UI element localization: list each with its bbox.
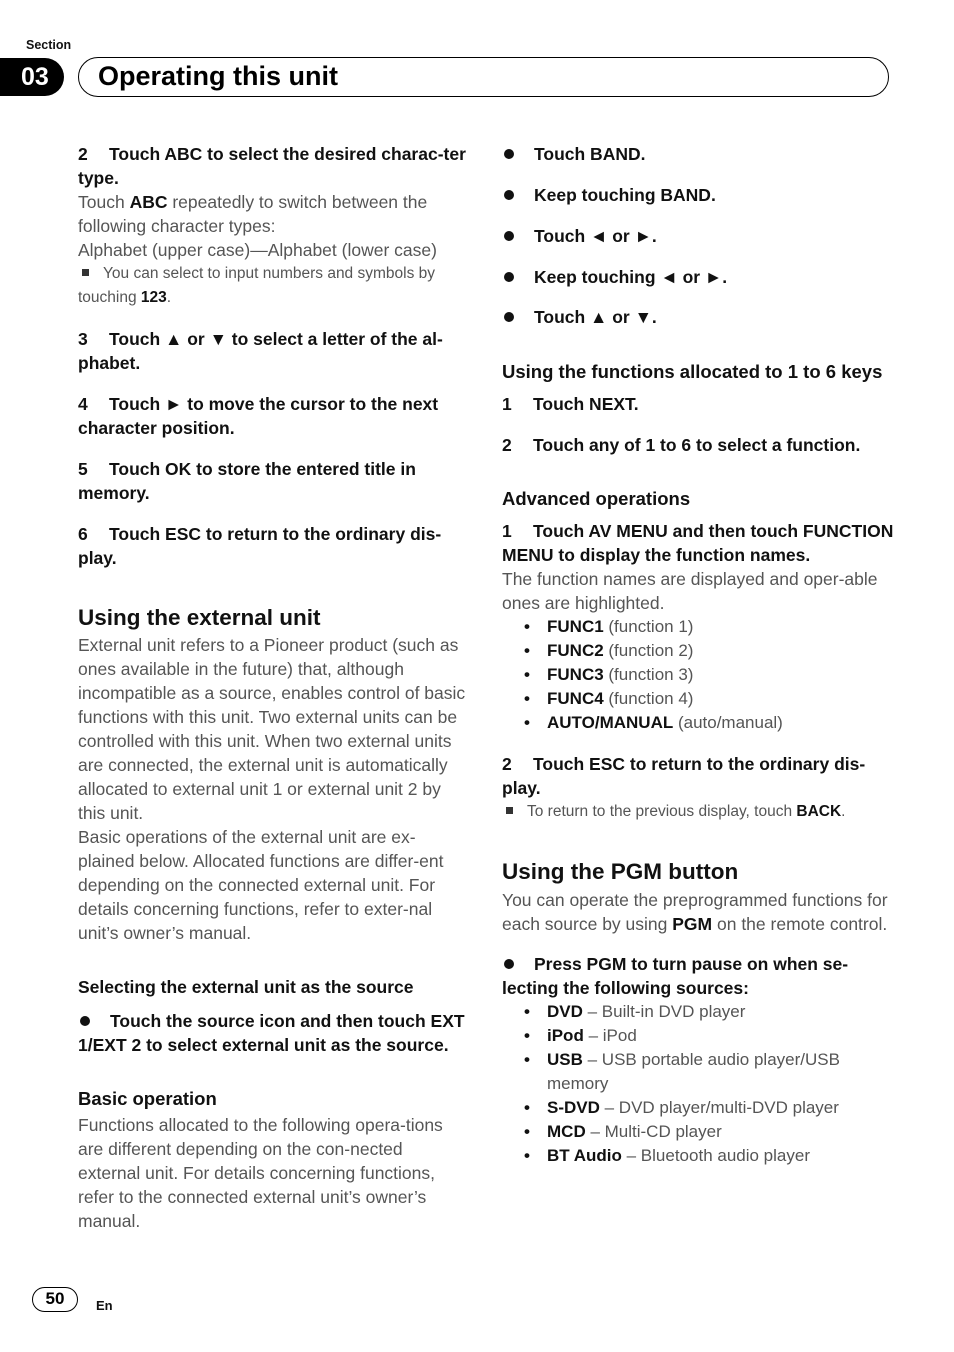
step-5: 5 Touch OK to store the entered title in memory. [78, 459, 416, 503]
note-square-icon [506, 807, 513, 814]
basic-bullet: Touch ▲ or ▼. [502, 305, 894, 329]
basic-operation-paragraph: Functions allocated to the following opera-tions are different depending on the con-nected external unit. For details concerning functions, refer to the connected external unit’s owner’s manual. [78, 1115, 443, 1231]
list-item: • FUNC1 (function 1) [524, 615, 894, 639]
page-number: 50 [32, 1287, 78, 1312]
external-unit-paragraph-1: External unit refers to a Pioneer product (such as ones available in the future) that, although incompatible as a source, enables control of basic functions with this unit. Two external units can be controlled with this unit. When two external units are connected, the external unit is automatically allocated to external unit 1 or external unit 2 by this unit. [78, 635, 466, 823]
list-item: • BT Audio – Bluetooth audio player [524, 1144, 894, 1168]
list-item: • AUTO/MANUAL (auto/manual) [524, 711, 894, 735]
source-list [524, 1000, 894, 1168]
advanced-step-1: 1 Touch AV MENU and then touch FUNCTION MENU to display the function names. [502, 521, 894, 565]
select-source-step: Touch the source icon and then touch EXT 1/EXT 2 to select external unit as the source. [78, 1011, 465, 1055]
basic-bullet: Keep touching ◄ or ►. [502, 265, 894, 289]
step-4: 4 Touch ► to move the cursor to the next character position. [78, 394, 439, 438]
basic-bullet: Keep touching BAND. [502, 183, 894, 207]
bullet-dot-icon [504, 190, 514, 200]
page-title: Operating this unit [78, 57, 889, 97]
keys-heading: Using the functions allocated to 1 to 6 keys [502, 361, 883, 382]
function-list [524, 615, 894, 735]
advanced-heading: Advanced operations [502, 488, 691, 509]
external-unit-heading: Using the external unit [78, 605, 321, 630]
pgm-body: You can operate the preprogrammed functions for each source by using PGM on the remote control. [502, 890, 888, 934]
list-item: • USB – USB portable audio player/USB memory [524, 1048, 894, 1096]
select-source-heading: Selecting the external unit as the source [78, 977, 414, 997]
step-2: 2 Touch ABC to select the desired charac-ter type. [78, 144, 466, 188]
note-square-icon [82, 269, 89, 276]
list-item: • S-DVD – DVD player/multi-DVD player [524, 1096, 894, 1120]
basic-bullet: Touch BAND. [502, 142, 894, 166]
step-2-body: Touch ABC repeatedly to switch between the following character types: [78, 192, 428, 236]
language-code: En [96, 1298, 113, 1313]
list-item: • FUNC4 (function 4) [524, 687, 894, 711]
section-label: Section [26, 38, 72, 52]
bullet-dot-icon [504, 272, 514, 282]
list-item: • MCD – Multi-CD player [524, 1120, 894, 1144]
list-item: • FUNC3 (function 3) [524, 663, 894, 687]
advanced-step-2: 2 Touch ESC to return to the ordinary dis-play. [502, 754, 866, 798]
keys-step-2: 2 Touch any of 1 to 6 to select a function. [502, 435, 861, 455]
basic-operation-heading: Basic operation [78, 1088, 217, 1109]
step-3: 3 Touch ▲ or ▼ to select a letter of the al-phabet. [78, 329, 443, 373]
section-number-badge: 03 [0, 58, 64, 96]
advanced-note: To return to the previous display, touch BACK. [502, 800, 894, 824]
bullet-dot-icon [504, 959, 514, 969]
left-column [78, 142, 468, 1233]
keys-step-1: 1 Touch NEXT. [502, 394, 639, 414]
bullet-dot-icon [80, 1016, 90, 1026]
external-unit-paragraph-2: Basic operations of the external unit are ex-plained below. Allocated functions are differ-ent depending on the connected external unit. For details concerning functions, refer to exter-nal unit’s owner’s manual. [78, 827, 444, 943]
basic-bullet: Touch ◄ or ►. [502, 224, 894, 248]
list-item: • FUNC2 (function 2) [524, 639, 894, 663]
step-6: 6 Touch ESC to return to the ordinary dis-play. [78, 524, 442, 568]
bullet-dot-icon [504, 149, 514, 159]
pgm-step: Press PGM to turn pause on when se-lecting the following sources: [502, 954, 849, 998]
list-item: • DVD – Built-in DVD player [524, 1000, 894, 1024]
right-column [502, 142, 894, 1168]
pgm-heading: Using the PGM button [502, 859, 739, 884]
step-2-character-types: Alphabet (upper case)—Alphabet (lower case) [78, 240, 437, 260]
list-item: • iPod – iPod [524, 1024, 894, 1048]
advanced-body: The function names are displayed and oper-able ones are highlighted. [502, 569, 878, 613]
bullet-dot-icon [504, 231, 514, 241]
step-2-note: You can select to input numbers and symbols by touching 123. [78, 265, 436, 306]
bullet-dot-icon [504, 312, 514, 322]
